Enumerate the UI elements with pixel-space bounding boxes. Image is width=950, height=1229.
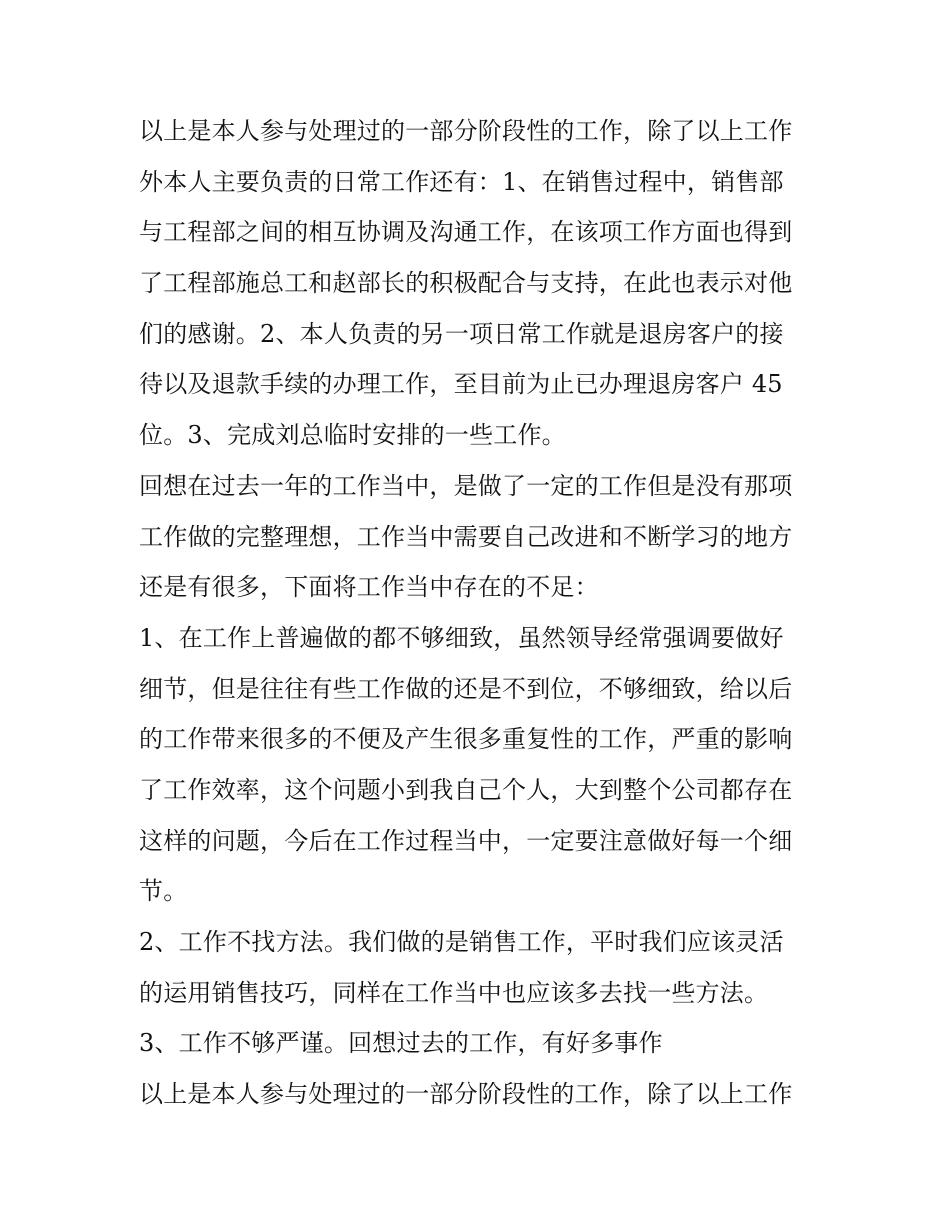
text-line: 3、工作不够严谨。回想过去的工作，有好多事作 [139, 1029, 663, 1058]
text-line: 了工程部施总工和赵部长的积极配合与支持，在此也表示对他 [139, 269, 793, 298]
text-line: 以上是本人参与处理过的一部分阶段性的工作，除了以上工作 [139, 1080, 793, 1109]
text-line: 1、在工作上普遍做的都不够细致，虽然领导经常强调要做好 [139, 623, 784, 652]
text-line: 这样的问题，今后在工作过程当中，一定要注意做好每一个细 [139, 826, 793, 855]
text-line: 们的感谢。2、本人负责的另一项日常工作就是退房客户的接 [139, 319, 784, 348]
text-line: 2、工作不找方法。我们做的是销售工作，平时我们应该灵活 [139, 928, 784, 956]
text-line: 外本人主要负责的日常工作还有：1、在销售过程中，销售部 [139, 167, 784, 196]
text-line: 位。3、完成刘总临时安排的一些工作。 [139, 421, 566, 450]
text-line: 的工作带来很多的不便及产生很多重复性的工作，严重的影响 [139, 725, 793, 754]
text-line: 以上是本人参与处理过的一部分阶段性的工作，除了以上工作 [139, 117, 793, 145]
document-body [139, 106, 819, 1120]
text-line: 节。 [139, 877, 188, 906]
text-line: 还是有很多，下面将工作当中存在的不足： [139, 573, 599, 602]
text-line: 待以及退款手续的办理工作，至目前为止已办理退房客户 45 [139, 370, 783, 399]
text-line: 的运用销售技巧，同样在工作当中也应该多去找一些方法。 [139, 978, 769, 1007]
text-line: 工作做的完整理想，工作当中需要自己改进和不断学习的地方 [139, 522, 793, 551]
text-line: 了工作效率，这个问题小到我自己个人，大到整个公司都存在 [139, 775, 793, 804]
text-line: 回想在过去一年的工作当中，是做了一定的工作但是没有那项 [139, 471, 793, 500]
text-line: 细节，但是往往有些工作做的还是不到位，不够细致，给以后 [139, 674, 793, 703]
text-line: 与工程部之间的相互协调及沟通工作，在该项工作方面也得到 [139, 218, 793, 247]
